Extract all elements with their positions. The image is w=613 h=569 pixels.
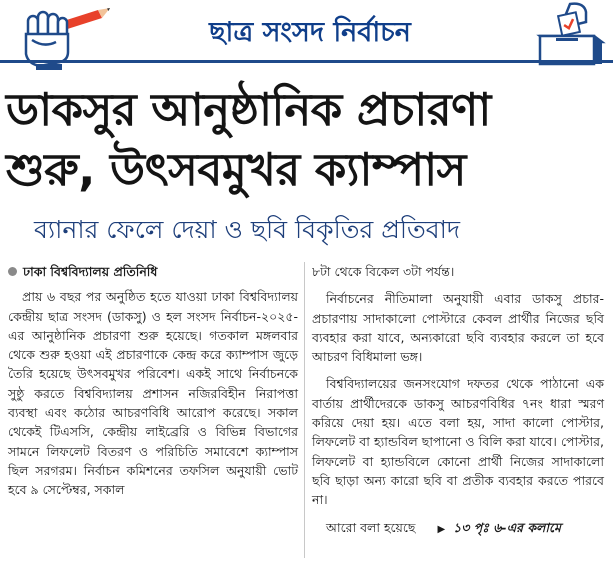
- byline: [8, 262, 298, 281]
- headline: [6, 80, 606, 200]
- column-divider: [304, 262, 305, 558]
- article-column-left: [8, 262, 298, 508]
- article-paragraph: নির্বাচনের নীতিমালা অনুযায়ী এবার ডাকসু প্রচার-প্রচারণায় সাদাকালো পোস্টারে কেবল প্রার্থীর নিজের ছবি ব্যবহার করা যাবে, অন্যকারো ছবি ব্যবহার করলে তা হবে আচরণ বিধিমালা ভঙ্গ।: [312, 291, 604, 365]
- article-paragraph: বিশ্ববিদ্যালয়ের জনসংযোগ দফতর থেকে পাঠানো এক বার্তায় প্রার্থীদেরকে ডাকসু আচরণবিধির ৭নং ধারা স্মরণ করিয়ে দেয়া হয়। এতে বলা হয়, সাদা কালো পোস্টার, লিফলেট বা হ্যান্ডবিল ছাপানো ও বিলি করা যাবে। পোস্টার, লিফলেট বা হ্যান্ডবিলে কোনো প্রার্থী নিজের সাদাকালো ছবি ছাড়া অন্য কারো ছবি বা প্রতীক ব্যবহার করতে পারবে না।: [312, 376, 604, 508]
- article-paragraph: ৮টা থেকে বিকেল ৩টা পর্যন্ত।: [312, 264, 455, 279]
- continued-line: [312, 518, 604, 539]
- continued-text: আরো বলা হয়েছে: [326, 519, 416, 535]
- play-arrow-icon: ▶: [437, 523, 446, 535]
- byline-text: ঢাকা বিশ্ববিদ্যালয় প্রতিনিধি: [23, 264, 158, 279]
- header-rule: [0, 60, 613, 63]
- subheadline: ব্যানার ফেলে দেয়া ও ছবি বিকৃতির প্রতিবাদ: [34, 215, 461, 244]
- headline-line-1: ডাকসুর আনুষ্ঠানিক প্রচারণা: [6, 83, 491, 136]
- continued-reference-link[interactable]: ১৩ পৃঃ ৬-এর কলামে: [453, 519, 561, 535]
- section-header: [0, 0, 613, 74]
- ballot-box-icon: [526, 2, 608, 68]
- article-column-right: [312, 262, 604, 539]
- bullet-icon: [8, 267, 17, 276]
- article-paragraph: প্রায় ৬ বছর পর অনুষ্ঠিত হতে যাওয়া ঢাকা বিশ্ববিদ্যালয় কেন্দ্রীয় ছাত্র সংসদ (ডাকসু) ও হল সংসদ নির্বাচন-২০২৫-এর আনুষ্ঠানিক প্রচারণা শুরু হয়েছে। গতকাল মঙ্গলবার থেকে শুরু হওয়া এই প্রচারণাকে কেন্দ্র করে ক্যাম্পাস জুড়ে তৈরি হয়েছে উৎসবমুখর পরিবেশ। একই সাথে নির্বাচনকে সুষ্ঠু করতে বিশ্ববিদ্যালয় প্রশাসন নজিরবিহীন নিরাপত্তা ব্যবস্থা এবং কঠোর আচরণবিধি আরোপ করেছে। সকাল থেকেই টিএসসি, কেন্দ্রীয় লাইব্রেরি ও বিভিন্ন বিভাগের সামনে লিফলেট বিতরণ ও পরিচিতি সমাবেশে ক্যাম্পাস ছিল সরগরম। নির্বাচন কমিশনের তফসিল অনুযায়ী ভোট হবে ৯ সেপ্টেম্বর, সকাল: [8, 289, 298, 498]
- headline-line-2: শুরু, উৎসবমুখর ক্যাম্পাস: [6, 143, 466, 196]
- section-title: ছাত্র সংসদ নির্বাচন: [209, 17, 411, 48]
